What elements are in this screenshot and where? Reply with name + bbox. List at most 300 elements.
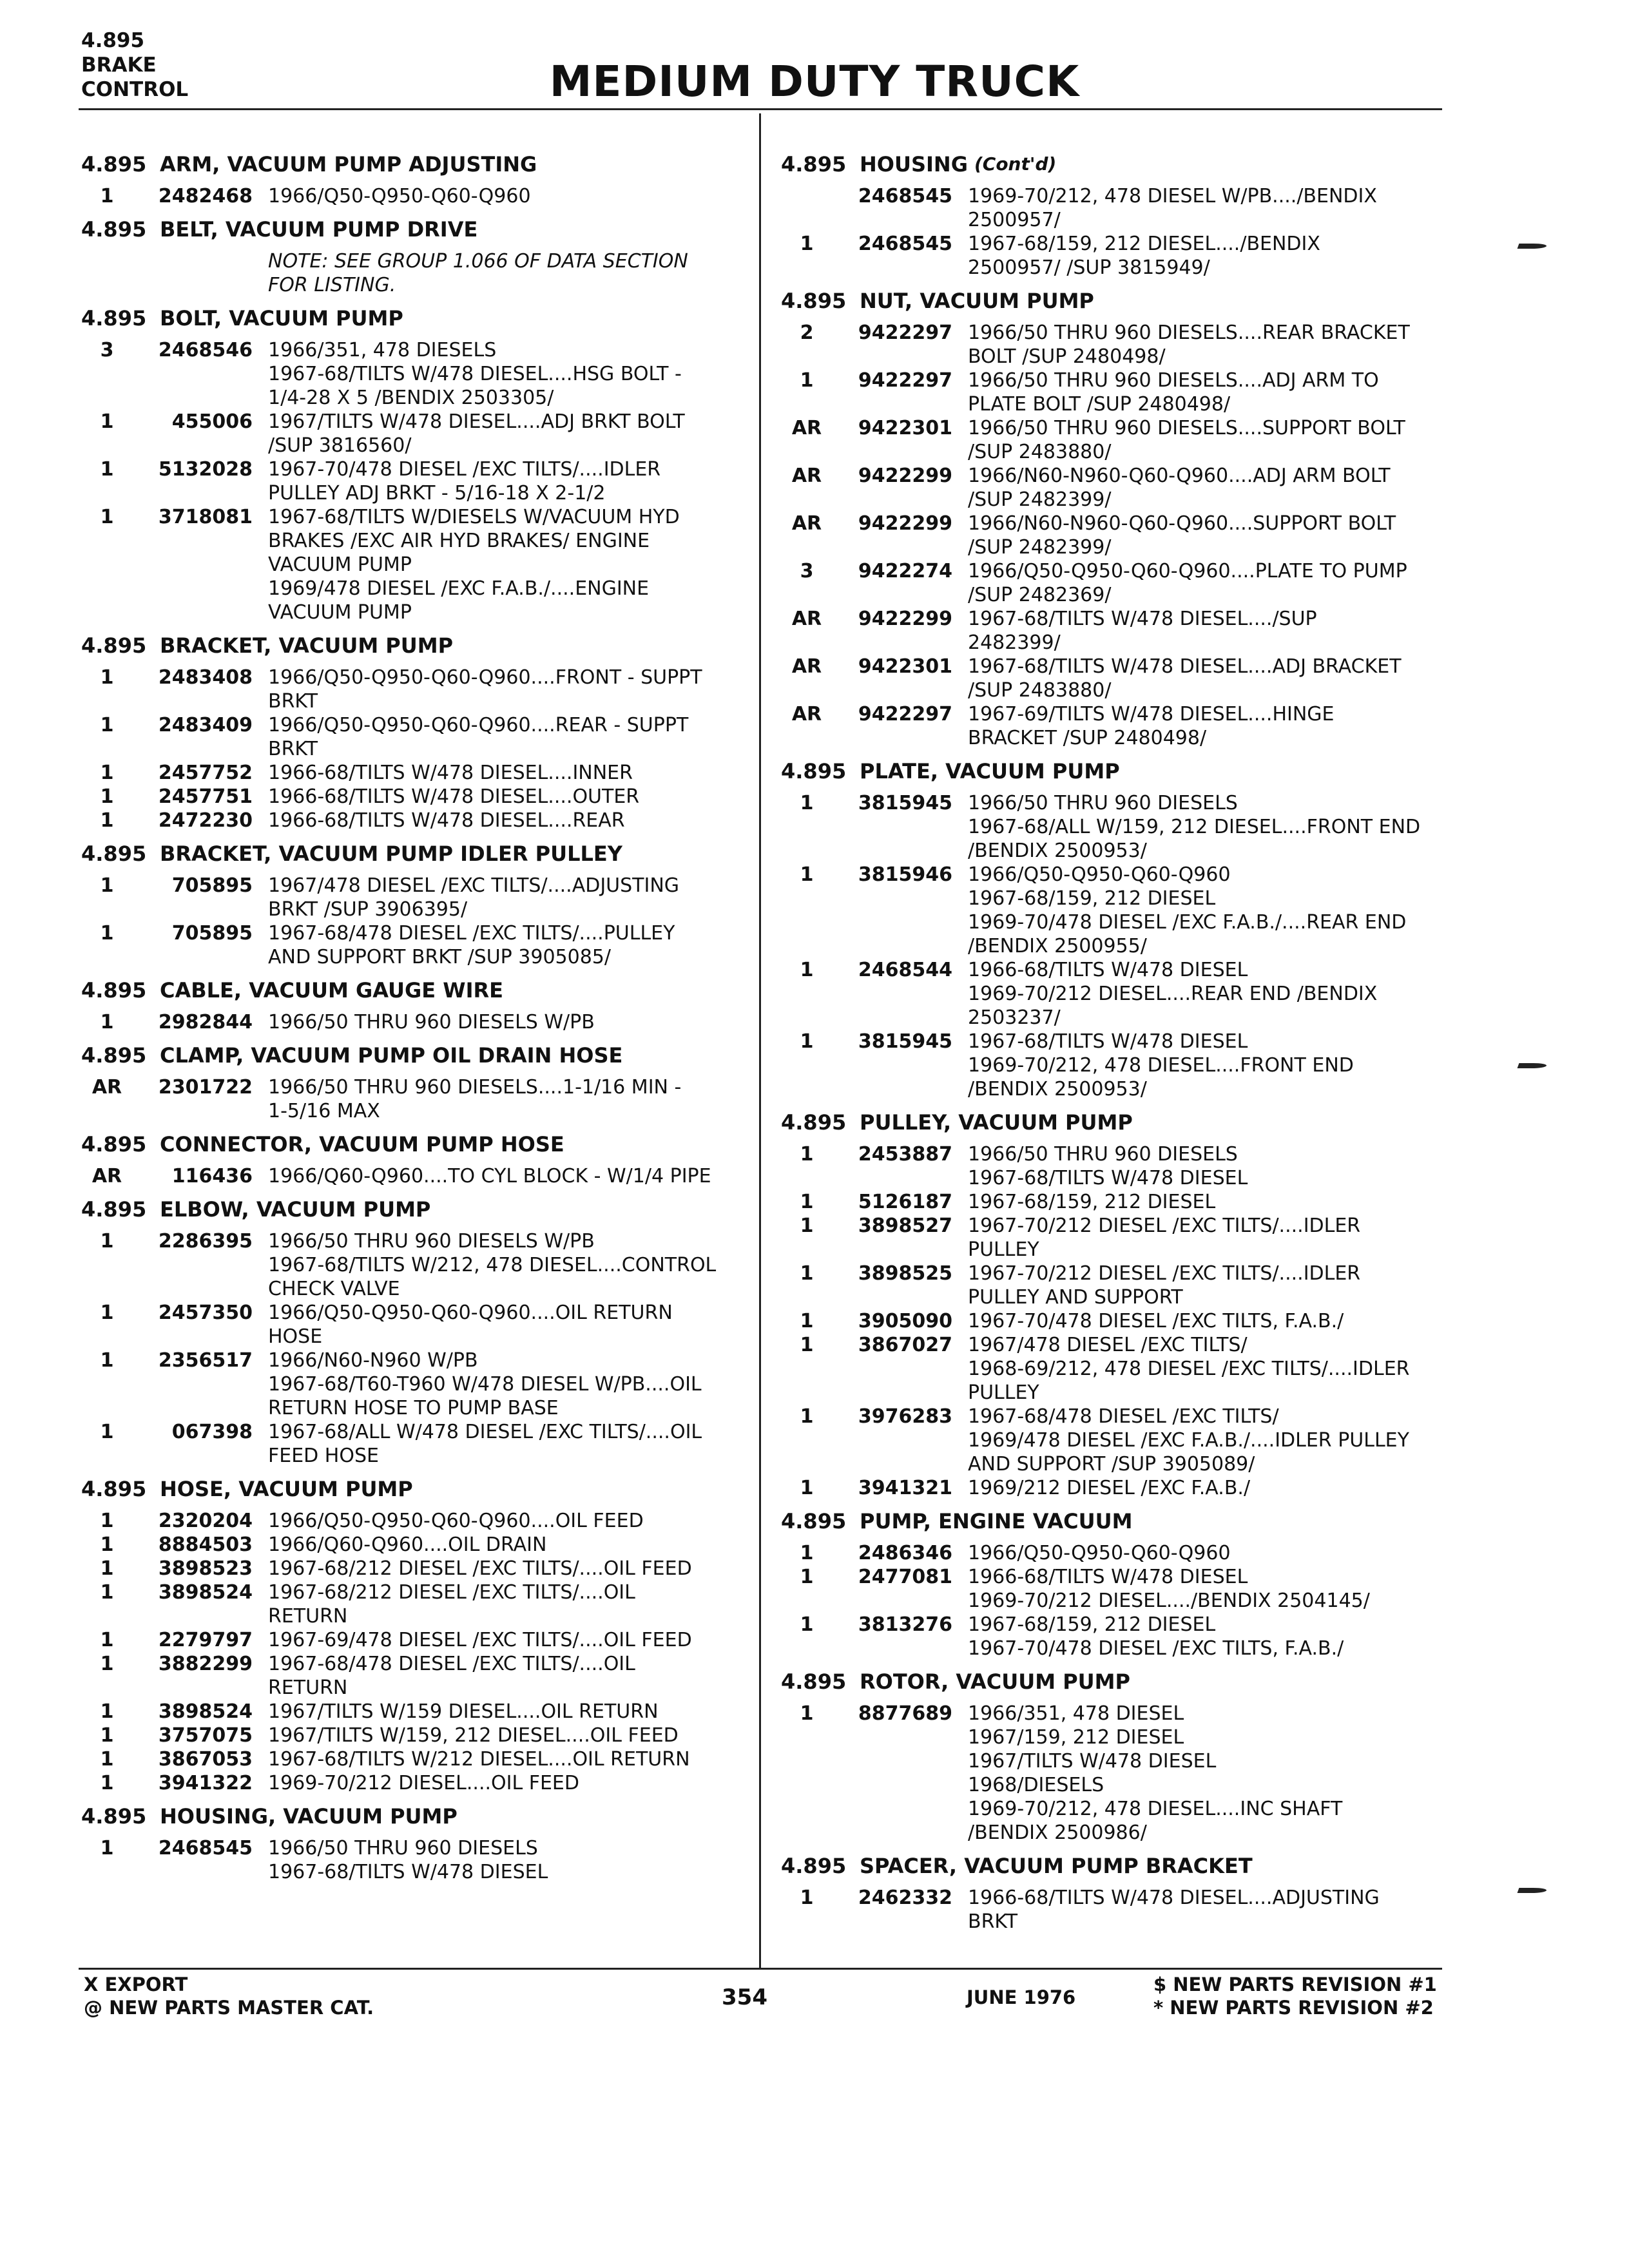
- description-line: 1969-70/478 DIESEL /EXC F.A.B./....REAR END: [968, 911, 1407, 934]
- section-heading: [781, 1509, 1445, 1533]
- section-number: 4.895: [81, 1197, 147, 1222]
- part-quantity: 1: [800, 863, 814, 886]
- part-row: [781, 369, 1445, 416]
- part-description: [968, 702, 1445, 750]
- part-quantity: 1: [100, 762, 114, 784]
- part-row: [781, 1214, 1445, 1262]
- part-description: [268, 874, 751, 921]
- description-line: 1967-68/TILTS W/478 DIESEL....HSG BOLT -: [268, 363, 682, 385]
- part-number: 9422301: [858, 655, 952, 678]
- description-line: 1967-68/TILTS W/478 DIESEL: [968, 1167, 1248, 1189]
- part-quantity: 1: [100, 809, 114, 832]
- description-line: /SUP 2483880/: [968, 441, 1112, 463]
- part-description: [268, 1301, 751, 1349]
- part-description: [268, 1771, 751, 1795]
- part-row: [781, 1476, 1445, 1500]
- part-description: [968, 1476, 1445, 1500]
- description-line: 1966/50 THRU 960 DIESELS....1-1/16 MIN -: [268, 1076, 682, 1099]
- description-line: 1966-68/TILTS W/478 DIESEL: [968, 959, 1248, 981]
- description-line: 1967-68/T60-T960 W/478 DIESEL W/PB....OIL: [268, 1373, 702, 1396]
- description-line: 1966/N60-N960-Q60-Q960....ADJ ARM BOLT: [968, 465, 1391, 487]
- page-title: MEDIUM DUTY TRUCK: [549, 57, 1080, 106]
- part-number: 2468545: [158, 1837, 253, 1860]
- part-description: [268, 785, 751, 809]
- section-number: 4.895: [81, 306, 147, 331]
- part-row: [781, 1405, 1445, 1476]
- part-number: 2301722: [158, 1076, 253, 1099]
- part-row: [81, 921, 751, 969]
- part-row: [81, 1557, 751, 1581]
- description-line: PULLEY: [968, 1381, 1039, 1404]
- part-description: [268, 505, 751, 624]
- description-line: 1967-68/ALL W/159, 212 DIESEL....FRONT END: [968, 816, 1421, 838]
- part-description: [268, 1229, 751, 1301]
- description-line: 1967-70/478 DIESEL /EXC TILTS/....IDLER: [268, 458, 661, 481]
- part-row: [81, 1349, 751, 1420]
- part-quantity: AR: [92, 1076, 122, 1099]
- part-description: [268, 713, 751, 761]
- part-quantity: 1: [100, 785, 114, 808]
- description-line: 2500957/: [968, 209, 1061, 231]
- part-row: [81, 1724, 751, 1747]
- part-description: [268, 1628, 751, 1652]
- part-number: 9422299: [858, 512, 952, 535]
- part-quantity: 1: [100, 1837, 114, 1860]
- part-row: [81, 457, 751, 505]
- part-quantity: 1: [800, 1334, 814, 1356]
- part-quantity: 1: [100, 458, 114, 481]
- part-row: [781, 232, 1445, 280]
- part-number: 5126187: [858, 1191, 952, 1213]
- part-row: [81, 1075, 751, 1123]
- part-quantity: AR: [92, 1165, 122, 1187]
- footer-export: X EXPORT: [84, 1974, 188, 1995]
- part-number: 2486346: [858, 1542, 952, 1564]
- part-number: 2483408: [158, 666, 253, 689]
- part-description: [968, 655, 1445, 702]
- part-description: [268, 666, 751, 713]
- description-line: /SUP 3816560/: [268, 434, 412, 457]
- part-number: 3898527: [858, 1215, 952, 1237]
- description-line: PULLEY: [968, 1238, 1039, 1261]
- description-line: 1968-69/212, 478 DIESEL /EXC TILTS/....IDLER: [968, 1358, 1410, 1380]
- description-line: HOSE: [268, 1325, 323, 1348]
- part-number: 2457752: [158, 762, 253, 784]
- section-heading: [781, 759, 1445, 783]
- description-line: 2482399/: [968, 631, 1061, 654]
- part-description: [268, 1164, 751, 1188]
- section-number: 4.895: [781, 759, 847, 783]
- section-name: CLAMP, VACUUM PUMP OIL DRAIN HOSE: [160, 1043, 623, 1068]
- description-line: 1967/TILTS W/478 DIESEL....ADJ BRKT BOLT: [268, 410, 685, 433]
- part-row: [781, 1613, 1445, 1660]
- part-quantity: 1: [100, 1533, 114, 1556]
- description-line: 1967-68/478 DIESEL /EXC TILTS/: [968, 1405, 1279, 1428]
- part-number: 3757075: [158, 1724, 253, 1747]
- part-row: [81, 1628, 751, 1652]
- section-heading: [81, 306, 751, 331]
- description-line: 1967-68/TILTS W/212, 478 DIESEL....CONTROL: [268, 1254, 717, 1276]
- part-number: 9422274: [858, 560, 952, 582]
- part-number: 2356517: [158, 1349, 253, 1372]
- description-line: 1967-68/TILTS W/212 DIESEL....OIL RETURN: [268, 1748, 690, 1771]
- section-note: NOTE: SEE GROUP 1.066 OF DATA SECTION: [268, 250, 688, 273]
- left-column: [81, 152, 751, 1884]
- section-number: 4.895: [81, 978, 147, 1003]
- part-number: 705895: [171, 874, 253, 897]
- description-line: PULLEY AND SUPPORT: [968, 1286, 1183, 1309]
- part-quantity: 1: [100, 922, 114, 945]
- part-number: 2468545: [858, 233, 952, 255]
- part-quantity: 1: [800, 1613, 814, 1636]
- description-line: 1967-68/212 DIESEL /EXC TILTS/....OIL: [268, 1581, 635, 1604]
- description-line: 1967-68/478 DIESEL /EXC TILTS/....PULLEY: [268, 922, 675, 945]
- description-line: 1/4-28 X 5 /BENDIX 2503305/: [268, 387, 554, 409]
- section-heading: [781, 1854, 1445, 1878]
- part-description: [268, 761, 751, 785]
- part-quantity: 3: [800, 560, 814, 582]
- part-quantity: 1: [800, 1566, 814, 1588]
- part-description: [268, 1075, 751, 1123]
- part-row: [81, 505, 751, 624]
- description-line: 1966/50 THRU 960 DIESELS....SUPPORT BOLT: [968, 417, 1405, 439]
- part-number: 5132028: [158, 458, 253, 481]
- section-name: HOUSING, VACUUM PUMP: [160, 1804, 458, 1829]
- description-line: /BENDIX 2500955/: [968, 935, 1147, 957]
- section-heading: [81, 152, 751, 177]
- part-number: 8877689: [858, 1702, 952, 1725]
- part-number: 3867053: [158, 1748, 253, 1771]
- part-description: [268, 1509, 751, 1533]
- part-description: [268, 1533, 751, 1557]
- description-line: 1969-70/212 DIESEL....OIL FEED: [268, 1772, 579, 1794]
- section-number: 4.895: [81, 152, 147, 177]
- description-line: 1966-68/TILTS W/478 DIESEL....OUTER: [268, 785, 640, 808]
- part-description: [968, 1333, 1445, 1405]
- part-description: [968, 958, 1445, 1030]
- part-description: [268, 1557, 751, 1581]
- part-row: [781, 321, 1445, 369]
- part-row: [781, 702, 1445, 750]
- part-quantity: 1: [800, 369, 814, 392]
- description-line: 1966/Q50-Q950-Q60-Q960: [968, 863, 1231, 886]
- part-row: [81, 1581, 751, 1628]
- section-name: ROTOR, VACUUM PUMP: [860, 1669, 1130, 1694]
- part-quantity: 3: [100, 339, 114, 361]
- part-row: [81, 1509, 751, 1533]
- part-quantity: 1: [800, 1215, 814, 1237]
- part-quantity: 1: [100, 1557, 114, 1580]
- revision-mark: [1518, 1063, 1548, 1068]
- part-row: [781, 464, 1445, 512]
- part-row: [81, 809, 751, 832]
- description-line: BRACKET /SUP 2480498/: [968, 727, 1207, 749]
- description-line: 1966/Q50-Q950-Q60-Q960....REAR - SUPPT: [268, 714, 689, 736]
- part-row: [781, 1333, 1445, 1405]
- part-quantity: 1: [100, 1421, 114, 1443]
- description-line: 1967/478 DIESEL /EXC TILTS/: [968, 1334, 1248, 1356]
- part-description: [268, 809, 751, 832]
- part-number: 2286395: [158, 1230, 253, 1253]
- section-name: CABLE, VACUUM GAUGE WIRE: [160, 978, 503, 1003]
- part-number: 3815945: [858, 792, 952, 814]
- part-row: [781, 1541, 1445, 1565]
- description-line: 1966/50 THRU 960 DIESELS....REAR BRACKET: [968, 322, 1410, 344]
- part-description: [268, 1700, 751, 1724]
- part-number: 9422297: [858, 322, 952, 344]
- part-description: [968, 1030, 1445, 1101]
- part-number: 3815945: [858, 1030, 952, 1053]
- part-quantity: 1: [800, 1477, 814, 1499]
- section-name: BELT, VACUUM PUMP DRIVE: [160, 217, 478, 242]
- part-description: [968, 1613, 1445, 1660]
- part-description: [968, 1190, 1445, 1214]
- section-name: ELBOW, VACUUM PUMP: [160, 1197, 431, 1222]
- part-number: 2482468: [158, 185, 253, 207]
- description-line: RETURN HOSE TO PUMP BASE: [268, 1397, 559, 1419]
- description-line: 1966/Q50-Q950-Q60-Q960....FRONT - SUPPT: [268, 666, 702, 689]
- part-description: [968, 1262, 1445, 1309]
- description-line: 2503237/: [968, 1006, 1061, 1029]
- part-number: 3867027: [858, 1334, 952, 1356]
- part-quantity: 1: [100, 874, 114, 897]
- part-row: [81, 338, 751, 410]
- section-number: 4.895: [81, 1132, 147, 1157]
- part-description: [268, 1420, 751, 1468]
- part-row: [781, 1142, 1445, 1190]
- description-line: 1966-68/TILTS W/478 DIESEL....INNER: [268, 762, 633, 784]
- description-line: 1966/Q60-Q960....OIL DRAIN: [268, 1533, 547, 1556]
- part-number: 705895: [171, 922, 253, 945]
- description-line: 1967/478 DIESEL /EXC TILTS/....ADJUSTING: [268, 874, 680, 897]
- description-line: 1967/TILTS W/159, 212 DIESEL....OIL FEED: [268, 1724, 679, 1747]
- part-row: [781, 1886, 1445, 1934]
- part-quantity: 1: [100, 714, 114, 736]
- description-line: 1967-68/159, 212 DIESEL..../BENDIX: [968, 233, 1320, 255]
- description-line: 1966-68/TILTS W/478 DIESEL: [968, 1566, 1248, 1588]
- footer-revision-1: $ NEW PARTS REVISION #1: [1153, 1974, 1437, 1995]
- part-number: 2982844: [158, 1011, 253, 1033]
- description-line: RETURN: [268, 1677, 348, 1699]
- part-description: [268, 1836, 751, 1884]
- section-number: 4.895: [81, 633, 147, 658]
- description-line: 1967-69/478 DIESEL /EXC TILTS/....OIL FEED: [268, 1629, 692, 1651]
- part-number: 3941322: [158, 1772, 253, 1794]
- part-number: 3882299: [158, 1653, 253, 1675]
- part-number: 2279797: [158, 1629, 253, 1651]
- part-quantity: 1: [800, 1143, 814, 1166]
- section-number: 4.895: [781, 1854, 847, 1878]
- part-description: [268, 1747, 751, 1771]
- part-quantity: 1: [100, 1653, 114, 1675]
- part-row: [81, 1771, 751, 1795]
- part-row: [781, 958, 1445, 1030]
- section-heading: [781, 1110, 1445, 1135]
- description-line: RETURN: [268, 1605, 348, 1628]
- section-heading: [81, 1197, 751, 1222]
- description-line: 1967-68/159, 212 DIESEL: [968, 1613, 1216, 1636]
- section-heading: [81, 978, 751, 1003]
- part-number: 2457350: [158, 1302, 253, 1324]
- right-column: [781, 152, 1445, 1934]
- part-row: [81, 1229, 751, 1301]
- section-name: HOSE, VACUUM PUMP: [160, 1477, 413, 1501]
- description-line: 1969-70/212, 478 DIESEL W/PB..../BENDIX: [968, 185, 1377, 207]
- part-quantity: 1: [100, 1011, 114, 1033]
- section-number: 4.895: [781, 289, 847, 313]
- part-quantity: 1: [100, 666, 114, 689]
- part-row: [81, 666, 751, 713]
- section-number: 4.895: [781, 1669, 847, 1694]
- part-number: 3898524: [158, 1581, 253, 1604]
- column-divider: [759, 113, 761, 1968]
- description-line: 1966/351, 478 DIESELS: [268, 339, 497, 361]
- part-quantity: 1: [800, 1887, 814, 1909]
- part-quantity: AR: [791, 608, 822, 630]
- part-row: [781, 184, 1445, 232]
- part-quantity: 1: [800, 792, 814, 814]
- part-row: [781, 1262, 1445, 1309]
- description-line: 1969-70/212 DIESEL..../BENDIX 2504145/: [968, 1590, 1370, 1612]
- part-row: [781, 1190, 1445, 1214]
- footer-master-cat: @ NEW PARTS MASTER CAT.: [84, 1997, 374, 2019]
- description-line: PULLEY ADJ BRKT - 5/16-18 X 2-1/2: [268, 482, 606, 505]
- part-description: [268, 1652, 751, 1700]
- description-line: 1966/Q60-Q960....TO CYL BLOCK - W/1/4 PIPE: [268, 1165, 711, 1187]
- description-line: CHECK VALVE: [268, 1278, 400, 1300]
- group-line-control: CONTROL: [81, 78, 189, 101]
- section-name: PULLEY, VACUUM PUMP: [860, 1110, 1133, 1135]
- part-number: 8884503: [158, 1533, 253, 1556]
- part-row: [81, 713, 751, 761]
- section-number: 4.895: [781, 152, 847, 177]
- description-line: /SUP 2482369/: [968, 584, 1112, 606]
- part-number: 9422297: [858, 369, 952, 392]
- part-row: [781, 1565, 1445, 1613]
- part-row: [781, 791, 1445, 863]
- section-heading: [781, 1669, 1445, 1694]
- description-line: 1969/478 DIESEL /EXC F.A.B./....ENGINE: [268, 577, 650, 600]
- continued-label: (Cont'd): [974, 153, 1057, 175]
- part-number: 455006: [171, 410, 253, 433]
- part-row: [781, 863, 1445, 958]
- part-row: [81, 1010, 751, 1034]
- part-description: [968, 1702, 1445, 1845]
- part-quantity: 1: [100, 506, 114, 528]
- part-number: 3898524: [158, 1700, 253, 1723]
- part-number: 9422301: [858, 417, 952, 439]
- part-row: [81, 1420, 751, 1468]
- description-line: 1969-70/212, 478 DIESEL....FRONT END: [968, 1054, 1354, 1077]
- section-heading: [81, 1132, 751, 1157]
- part-number: 067398: [171, 1421, 253, 1443]
- part-row: [781, 655, 1445, 702]
- description-line: 1967-70/478 DIESEL /EXC TILTS, F.A.B./: [968, 1310, 1344, 1332]
- part-description: [968, 512, 1445, 559]
- part-description: [968, 1142, 1445, 1190]
- part-number: 2483409: [158, 714, 253, 736]
- revision-mark: [1518, 244, 1548, 249]
- description-line: VACUUM PUMP: [268, 553, 412, 576]
- description-line: 1967/TILTS W/478 DIESEL: [968, 1750, 1217, 1773]
- description-line: 1966/50 THRU 960 DIESELS W/PB: [268, 1011, 595, 1033]
- description-line: 1966/50 THRU 960 DIESELS: [268, 1837, 538, 1860]
- section-heading: [781, 289, 1445, 313]
- part-quantity: 1: [100, 410, 114, 433]
- description-line: PLATE BOLT /SUP 2480498/: [968, 393, 1231, 416]
- part-number: 3718081: [158, 506, 253, 528]
- part-quantity: 1: [100, 1748, 114, 1771]
- part-number: 3976283: [858, 1405, 952, 1428]
- description-line: 1969/478 DIESEL /EXC F.A.B./....IDLER PULLEY: [968, 1429, 1409, 1452]
- description-line: 1967-70/478 DIESEL /EXC TILTS, F.A.B./: [968, 1637, 1344, 1660]
- part-description: [968, 232, 1445, 280]
- part-quantity: AR: [791, 465, 822, 487]
- description-line: /SUP 2482399/: [968, 536, 1112, 559]
- part-quantity: 1: [100, 1510, 114, 1532]
- description-line: 1967-70/212 DIESEL /EXC TILTS/....IDLER: [968, 1215, 1361, 1237]
- part-quantity: 1: [100, 1772, 114, 1794]
- part-row: [781, 512, 1445, 559]
- section-heading: [81, 1477, 751, 1501]
- part-row: [781, 559, 1445, 607]
- description-line: 1966/N60-N960 W/PB: [268, 1349, 478, 1372]
- part-row: [81, 1652, 751, 1700]
- part-quantity: 1: [800, 959, 814, 981]
- part-row: [81, 1164, 751, 1188]
- part-description: [268, 1010, 751, 1034]
- part-row: [781, 416, 1445, 464]
- part-number: 2457751: [158, 785, 253, 808]
- part-description: [268, 410, 751, 457]
- description-line: BOLT /SUP 2480498/: [968, 345, 1166, 368]
- description-line: 1967-68/TILTS W/478 DIESEL: [968, 1030, 1248, 1053]
- description-line: BRKT: [268, 690, 318, 713]
- part-row: [81, 184, 751, 208]
- part-description: [268, 184, 751, 208]
- description-line: 1967-68/159, 212 DIESEL: [968, 1191, 1216, 1213]
- description-line: 1967-68/TILTS W/478 DIESEL: [268, 1861, 548, 1883]
- part-quantity: 1: [800, 1310, 814, 1332]
- part-number: 2453887: [858, 1143, 952, 1166]
- description-line: 1967-68/478 DIESEL /EXC TILTS/....OIL: [268, 1653, 635, 1675]
- part-quantity: [781, 184, 833, 232]
- description-line: /BENDIX 2500953/: [968, 840, 1147, 862]
- part-description: [968, 607, 1445, 655]
- group-line-brake: BRAKE: [81, 53, 157, 77]
- page-number: 354: [722, 1984, 767, 2010]
- description-line: 1967-69/TILTS W/478 DIESEL....HINGE: [968, 703, 1335, 726]
- part-description: [968, 1541, 1445, 1565]
- description-line: 1968/DIESELS: [968, 1774, 1104, 1796]
- part-quantity: AR: [791, 703, 822, 726]
- section-name: PLATE, VACUUM PUMP: [860, 759, 1120, 783]
- section-name: SPACER, VACUUM PUMP BRACKET: [860, 1854, 1253, 1878]
- section-name: NUT, VACUUM PUMP: [860, 289, 1094, 313]
- section-name: HOUSING: [860, 152, 968, 177]
- description-line: /SUP 2483880/: [968, 679, 1112, 702]
- footer-rule: [79, 1968, 1442, 1970]
- part-description: [268, 921, 751, 969]
- footer-legend-left: [84, 1973, 374, 2019]
- part-row: [81, 1301, 751, 1349]
- part-number: 3898523: [158, 1557, 253, 1580]
- part-row: [781, 1030, 1445, 1101]
- part-row: [781, 1702, 1445, 1845]
- description-line: 1966-68/TILTS W/478 DIESEL....ADJUSTING: [968, 1887, 1380, 1909]
- part-row: [81, 761, 751, 785]
- part-quantity: AR: [791, 417, 822, 439]
